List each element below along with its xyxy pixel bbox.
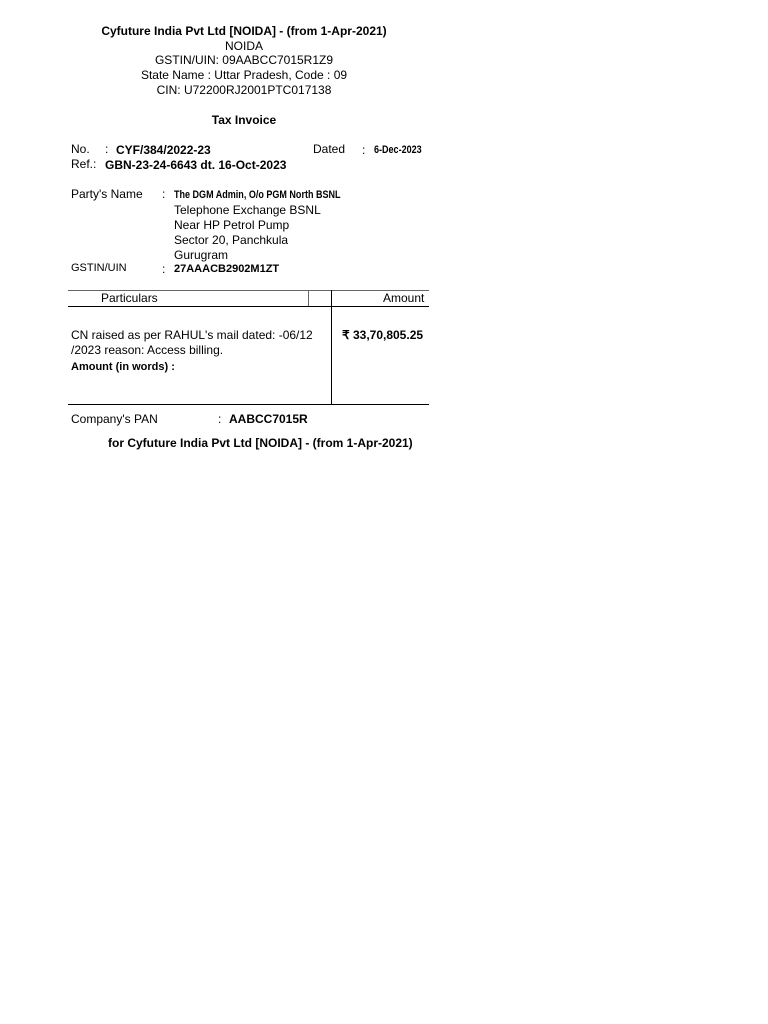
company-cin: CIN: U72200RJ2001PTC017138 (156, 83, 332, 97)
row-particulars-line: CN raised as per RAHUL's mail dated: -06/12 (71, 328, 313, 342)
table-column-divider (331, 290, 332, 405)
document-title: Tax Invoice (211, 113, 277, 127)
signatory-line: for Cyfuture India Pvt Ltd [NOIDA] - (from 1-Apr-2021) (108, 436, 413, 450)
dated-value: 6-Dec-2023 (374, 144, 422, 156)
ref-label: Ref.: (71, 157, 97, 171)
table-header-divider (308, 290, 309, 306)
header-particulars: Particulars (101, 291, 158, 305)
company-city: NOIDA (224, 39, 263, 53)
amount-in-words-label: Amount (in words) : (71, 361, 175, 373)
company-gstin: GSTIN/UIN: 09AABCC7015R1Z9 (154, 53, 334, 67)
pan-value: AABCC7015R (229, 412, 308, 426)
party-address-line: Sector 20, Panchkula (174, 233, 289, 247)
pan-colon: : (218, 412, 222, 426)
invoice-no-label: No. (71, 142, 90, 156)
party-gstin-colon: : (162, 262, 166, 276)
dated-colon: : (362, 143, 366, 157)
party-gstin-label: GSTIN/UIN (71, 262, 127, 274)
header-amount: Amount (383, 291, 425, 305)
party-address-line: Telephone Exchange BSNL (174, 203, 321, 217)
row-particulars-line: /2023 reason: Access billing. (71, 343, 224, 357)
table-header-border (68, 306, 429, 307)
party-colon: : (162, 187, 166, 201)
company-state: State Name : Uttar Pradesh, Code : 09 (140, 68, 348, 82)
invoice-no-value: CYF/384/2022-23 (116, 143, 211, 157)
dated-label: Dated (313, 142, 346, 156)
party-address-line: Gurugram (174, 248, 229, 262)
invoice-no-colon: : (105, 142, 109, 156)
row-amount: ₹ 33,70,805.25 (342, 328, 424, 342)
party-gstin-value: 27AAACB2902M1ZT (174, 263, 280, 275)
party-label: Party's Name (71, 187, 143, 201)
pan-label: Company's PAN (71, 412, 158, 426)
ref-value: GBN-23-24-6643 dt. 16-Oct-2023 (105, 158, 287, 172)
party-name: The DGM Admin, O/o PGM North BSNL (174, 189, 341, 201)
company-name: Cyfuture India Pvt Ltd [NOIDA] - (from 1-Apr-2021) (101, 24, 387, 38)
table-bottom-border (68, 404, 429, 405)
party-address-line: Near HP Petrol Pump (174, 218, 290, 232)
